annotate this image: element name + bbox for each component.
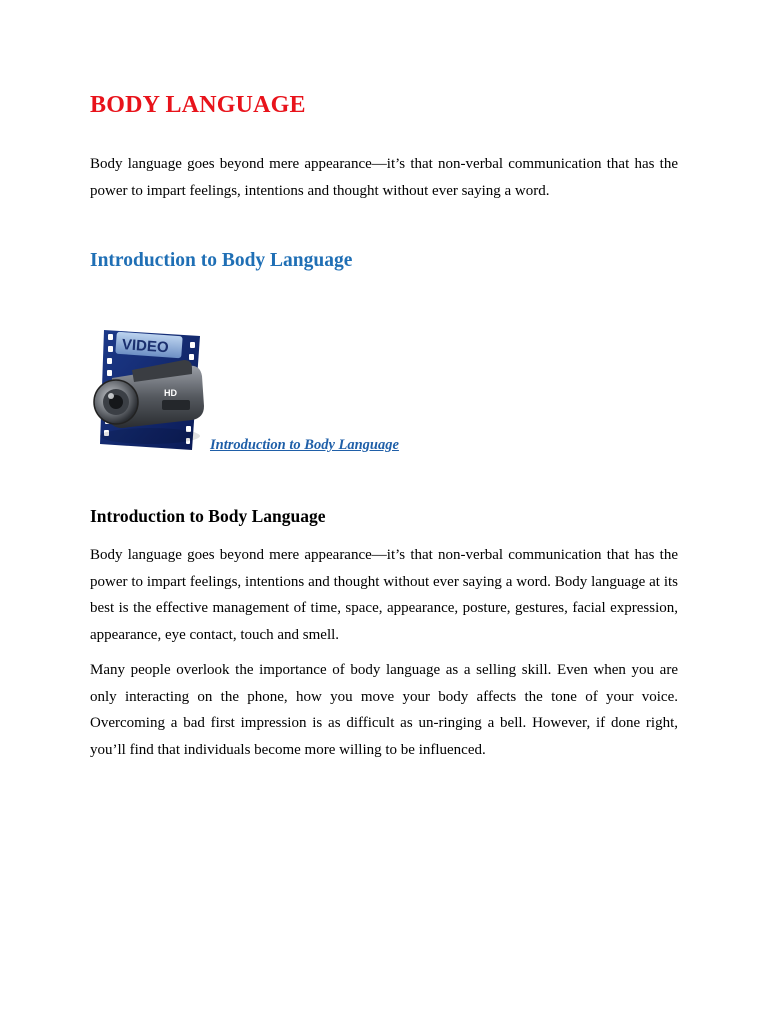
body-paragraph: Body language goes beyond mere appearance—it’s that non-verbal communication that has the power to impart feelings, intentions and thought without ever saying a word. Body language at its best is the effective management of time, space, appearance, posture, gestures, facial expression, appearance, eye contact, touch and smell. (90, 547, 678, 644)
video-badge-label: VIDEO (121, 336, 170, 357)
intro-paragraph: Body language goes beyond mere appearance—it’s that non-verbal communication that has the power to impart feelings, intentions and thought without ever saying a word. (90, 156, 678, 199)
body-paragraph: Many people overlook the importance of body language as a selling skill. Even when you are only interacting on the phone, how you move your body affects the tone of your voice. Overcoming a bad first impression is as difficult as un-ringing a bell. However, if done right, you’ll find that individuals become more willing to be influenced. (90, 662, 678, 759)
section-heading: Introduction to Body Language (90, 250, 353, 271)
document-title: BODY LANGUAGE (90, 92, 306, 118)
subsection-heading: Introduction to Body Language (90, 506, 326, 526)
camera-hd-label: HD (164, 388, 177, 398)
video-link[interactable]: Introduction to Body Language (210, 437, 399, 453)
video-camera-icon[interactable] (92, 326, 212, 456)
